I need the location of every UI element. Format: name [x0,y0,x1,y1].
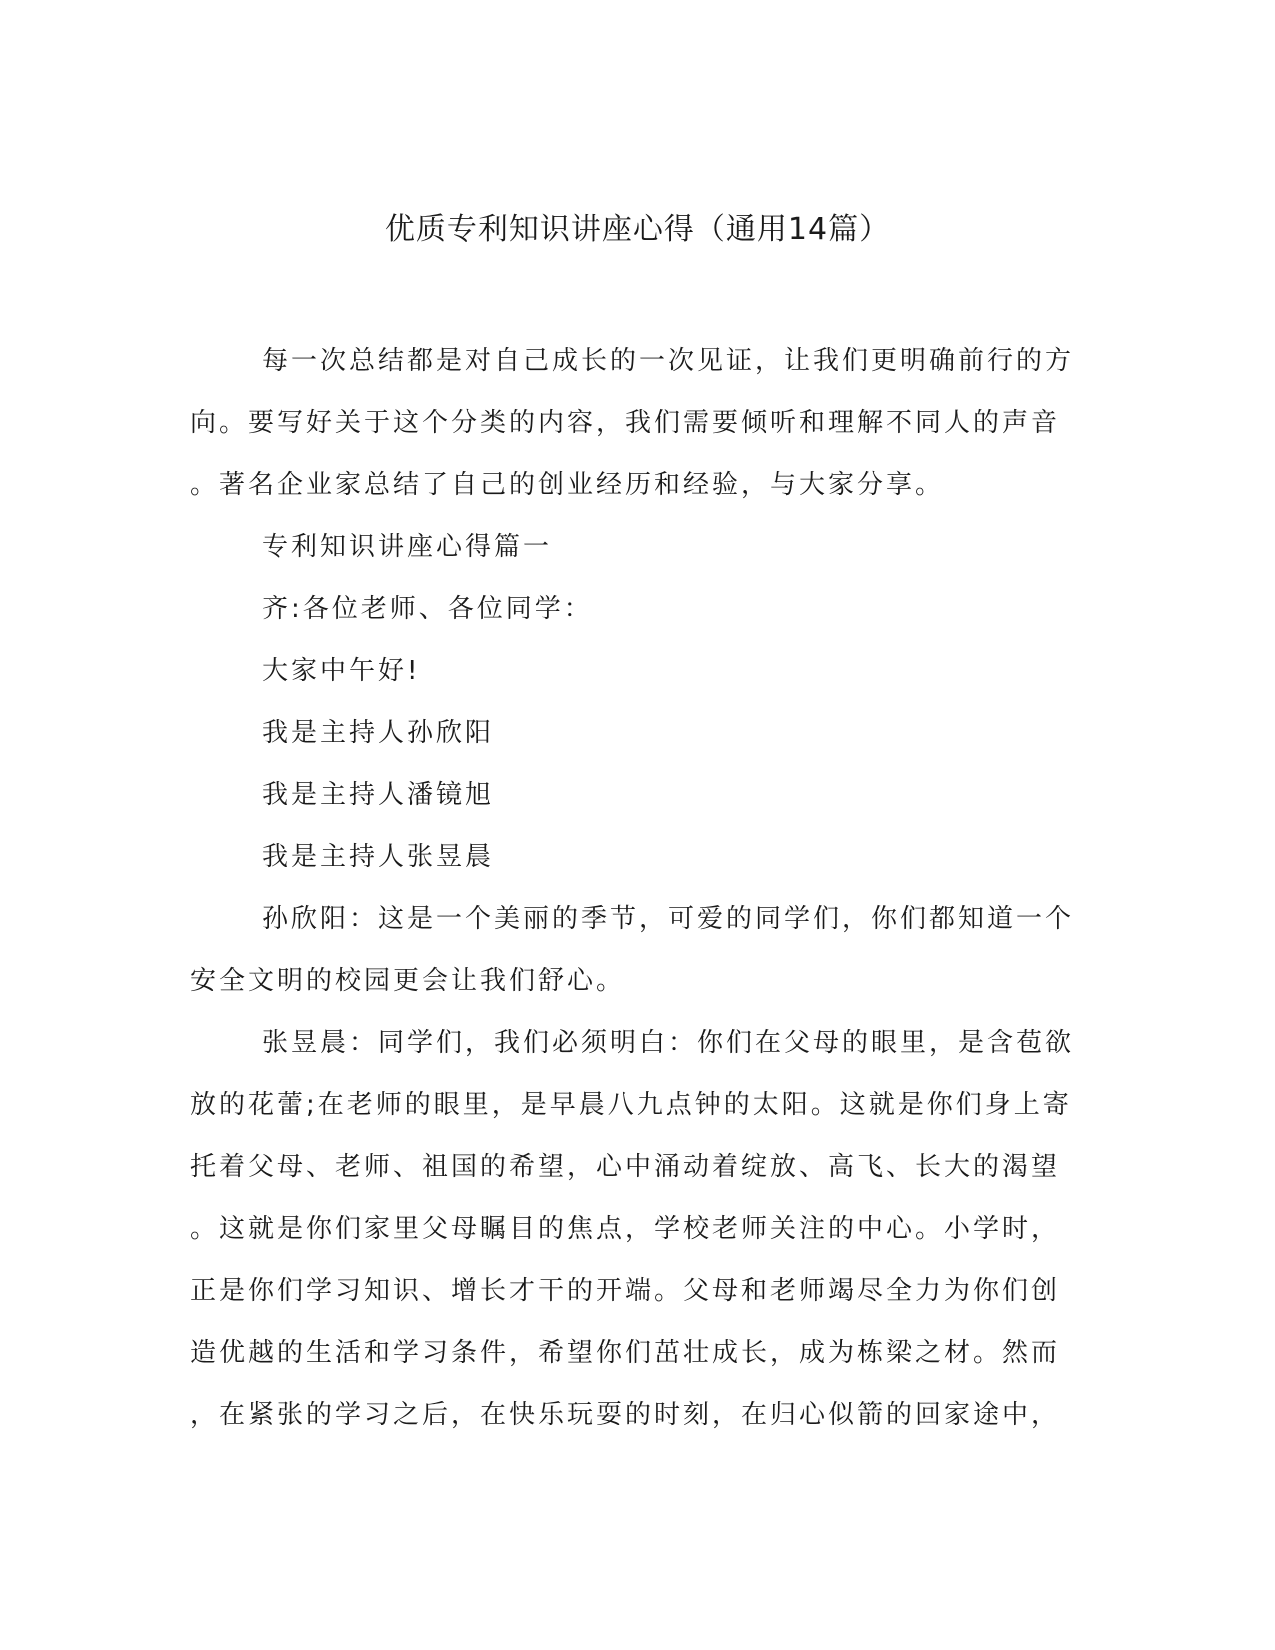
dialogue-paragraph [190,888,1085,1012]
text-line: 我是主持人孙欣阳 [262,718,495,748]
dialogue-line [190,640,1085,702]
document-body [190,330,1085,1446]
text-line: 向。要写好关于这个分类的内容，我们需要倾听和理解不同人的声音 [190,408,1061,438]
text-line: 我是主持人张昱晨 [262,842,495,872]
intro-paragraph [190,330,1085,516]
dialogue-line [190,764,1085,826]
section-heading [190,516,1085,578]
text-line: 托着父母、老师、祖国的希望，心中涌动着绽放、高飞、长大的渴望 [190,1152,1061,1182]
text-line: 正是你们学习知识、增长才干的开端。父母和老师竭尽全力为你们创 [190,1276,1061,1306]
document-title: 优质专利知识讲座心得（通用14篇） [384,212,891,247]
text-line: 安全文明的校园更会让我们舒心。 [190,966,626,996]
text-line: 放的花蕾;在老师的眼里，是早晨八九点钟的太阳。这就是你们身上寄 [190,1090,1072,1120]
text-line: 大家中午好! [262,656,421,686]
dialogue-line [190,702,1085,764]
dialogue-line [190,826,1085,888]
dialogue-paragraph [190,1012,1085,1446]
text-line: ，在紧张的学习之后，在快乐玩耍的时刻，在归心似箭的回家途中， [190,1400,1061,1430]
text-line: 孙欣阳：这是一个美丽的季节，可爱的同学们，你们都知道一个 [262,904,1075,934]
text-line: 。著名企业家总结了自己的创业经历和经验，与大家分享。 [190,470,945,500]
text-line: 。这就是你们家里父母瞩目的焦点，学校老师关注的中心。小学时， [190,1214,1061,1244]
text-line: 我是主持人潘镜旭 [262,780,495,810]
text-line: 张昱晨：同学们，我们必须明白：你们在父母的眼里，是含苞欲 [262,1028,1075,1058]
text-line: 每一次总结都是对自己成长的一次见证，让我们更明确前行的方 [262,346,1075,376]
text-line: 造优越的生活和学习条件，希望你们茁壮成长，成为栋梁之材。然而 [190,1338,1061,1368]
text-line: 齐:各位老师、各位同学： [262,594,593,624]
dialogue-line [190,578,1085,640]
text-line: 专利知识讲座心得篇一 [262,532,553,562]
